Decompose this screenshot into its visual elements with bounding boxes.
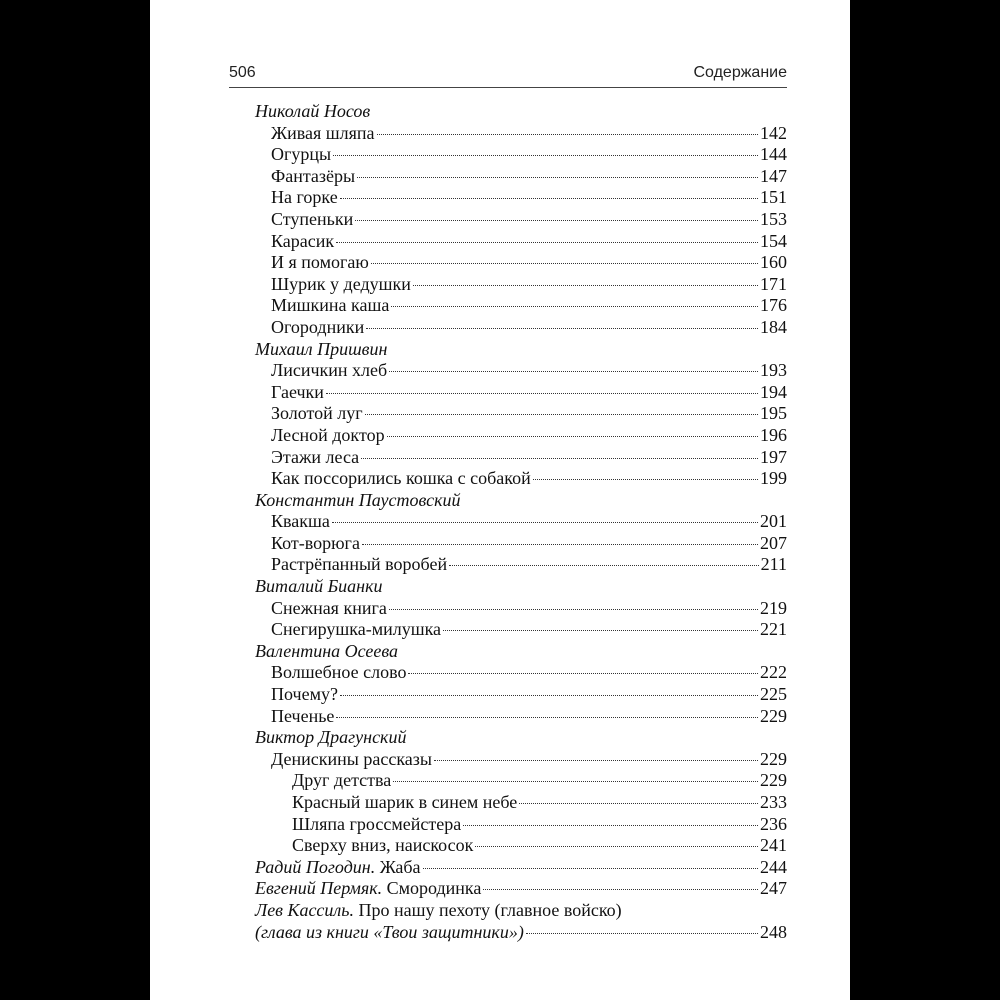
entry-page: 236 [760,813,787,834]
entry-title: Квакша [271,511,330,532]
dot-leader [533,479,758,480]
section-title: Содержание [693,64,787,81]
toc-entry [255,878,787,900]
entry-title: Растрёпанный воробей [271,554,448,575]
entry-text [255,900,622,922]
toc-entry [255,447,787,469]
dot-leader [483,889,758,890]
toc-entry [255,187,787,209]
toc-entry [255,403,787,425]
dot-leader [449,565,759,566]
toc-entry [255,144,787,166]
dot-leader [423,868,758,869]
entry-title: Денискины рассказы [271,748,432,769]
dot-leader [443,630,758,631]
dot-leader [333,155,758,156]
entry-page: 229 [760,705,787,726]
entry-title: Снежная книга [271,597,387,618]
entry-page: 211 [760,554,787,575]
entry-page: 194 [760,381,787,402]
toc-entry [255,554,787,576]
entry-page: 171 [760,273,787,294]
toc-entry [255,684,787,706]
toc-entry [255,598,787,620]
dot-leader [463,825,758,826]
entry-page: 176 [760,295,787,316]
entry-title: Лисичкин хлеб [271,360,388,381]
author-name: Лев Кассиль. [255,899,354,920]
dot-leader [326,393,758,394]
entry-page: 229 [760,748,787,769]
entry-title: Ступеньки [271,208,354,229]
dot-leader [391,306,758,307]
dot-leader [393,781,758,782]
entry-note: (глава из книги «Твои защитники») [255,921,524,942]
entry-page: 195 [760,403,787,424]
toc-entry-continuation [255,922,787,944]
entry-text [255,878,481,900]
toc-entry [255,706,787,728]
entry-title: И я помогаю [271,252,369,273]
entry-title: Кот-ворюга [271,532,360,553]
author-name: Виталий Бианки [255,576,383,597]
entry-title: Огородники [271,316,365,337]
toc-author-heading [255,576,787,598]
dot-leader [519,803,758,804]
entry-page: 207 [760,532,787,553]
toc-author-heading [255,727,787,749]
dot-leader [387,436,758,437]
entry-title: Фантазёры [271,165,356,186]
toc-entry [255,857,787,879]
entry-title: Смородинка [386,878,482,899]
entry-page: 222 [760,662,787,683]
entry-title: Шурик у дедушки [271,273,411,294]
dot-leader [371,263,758,264]
entry-title: Золотой луг [271,403,363,424]
dot-leader [377,134,758,135]
toc-entry [255,295,787,317]
toc-entry [255,900,787,922]
toc-entry [255,814,787,836]
entry-page: 147 [760,165,787,186]
entry-title: Шляпа гроссмейстера [292,813,462,834]
dot-leader [408,673,758,674]
toc-entry [255,533,787,555]
entry-page: 196 [760,424,787,445]
toc-entry [255,123,787,145]
entry-title: Волшебное слово [271,662,407,683]
entry-title: Про нашу пехоту (главное войско) [358,899,622,920]
dot-leader [434,760,758,761]
entry-title: Друг детства [292,770,392,791]
dot-leader [362,544,758,545]
entry-title: Как поссорились кошка с собакой [271,468,531,489]
entry-title: Огурцы [271,144,332,165]
toc-entry [255,252,787,274]
entry-title: На горке [271,187,338,208]
toc-entry [255,231,787,253]
toc-entry [255,317,787,339]
toc-entry [255,274,787,296]
entry-page: 153 [760,208,787,229]
entry-page: 193 [760,360,787,381]
entry-page: 233 [760,792,787,812]
book-page [150,0,850,1000]
dot-leader [366,328,758,329]
toc-entry [255,792,787,814]
toc-author-heading [255,641,787,663]
entry-page: 225 [760,684,787,705]
dot-leader [340,695,758,696]
dot-leader [413,285,758,286]
entry-title: Жаба [379,856,421,877]
dot-leader [340,198,758,199]
entry-page: 144 [760,144,787,165]
entry-title: Карасик [271,230,335,251]
toc-entry [255,468,787,490]
toc-entry [255,209,787,231]
author-name: Константин Паустовский [255,489,461,510]
toc-entry [255,382,787,404]
entry-page: 229 [760,770,787,791]
entry-page: 199 [760,468,787,489]
toc-entry [255,360,787,382]
dot-leader [357,177,758,178]
entry-title: Печенье [271,705,335,726]
entry-title: Лесной доктор [271,424,385,445]
toc-entry [255,770,787,792]
entry-page: 154 [760,230,787,251]
author-name: Николай Носов [255,101,371,121]
author-name: Валентина Осеева [255,640,399,661]
entry-title: Снегирушка-милушка [271,619,442,640]
toc-entry [255,749,787,771]
dot-leader [336,242,758,243]
dot-leader [332,522,758,523]
entry-page: 248 [760,921,787,942]
dot-leader [336,717,758,718]
entry-text [255,857,421,879]
dot-leader [389,609,758,610]
dot-leader [526,933,758,934]
entry-title: Красный шарик в синем небе [292,792,518,812]
entry-title: Гаечки [271,381,324,402]
entry-page: 160 [760,252,787,273]
entry-page: 221 [760,619,787,640]
page-header [229,61,787,88]
dot-leader [389,371,758,372]
entry-title: Сверху вниз, наискосок [292,835,474,856]
toc-entry [255,166,787,188]
entry-title: Живая шляпа [271,122,375,143]
entry-title: Этажи леса [271,446,360,467]
entry-page: 197 [760,446,787,467]
toc-entry [255,662,787,684]
entry-title: Почему? [271,684,338,705]
author-name: Михаил Пришвин [255,338,388,359]
toc-author-heading [255,339,787,361]
dot-leader [361,458,758,459]
entry-page: 142 [760,122,787,143]
entry-page: 151 [760,187,787,208]
table-of-contents [255,101,787,943]
entry-page: 247 [760,878,787,899]
dot-leader [355,220,758,221]
toc-entry [255,425,787,447]
entry-title: Мишкина каша [271,295,390,316]
author-name: Евгений Пермяк. [255,878,383,899]
entry-page: 241 [760,835,787,856]
toc-entry [255,835,787,857]
dot-leader [365,414,758,415]
entry-page: 184 [760,316,787,337]
toc-author-heading [255,490,787,512]
entry-page: 244 [760,856,787,877]
toc-entry [255,619,787,641]
author-name: Радий Погодин. [255,856,376,877]
author-name: Виктор Драгунский [255,727,407,748]
entry-page: 219 [760,597,787,618]
page-number: 506 [229,64,256,81]
dot-leader [475,846,758,847]
toc-author-heading [255,101,787,123]
entry-page: 201 [760,511,787,532]
toc-entry [255,511,787,533]
